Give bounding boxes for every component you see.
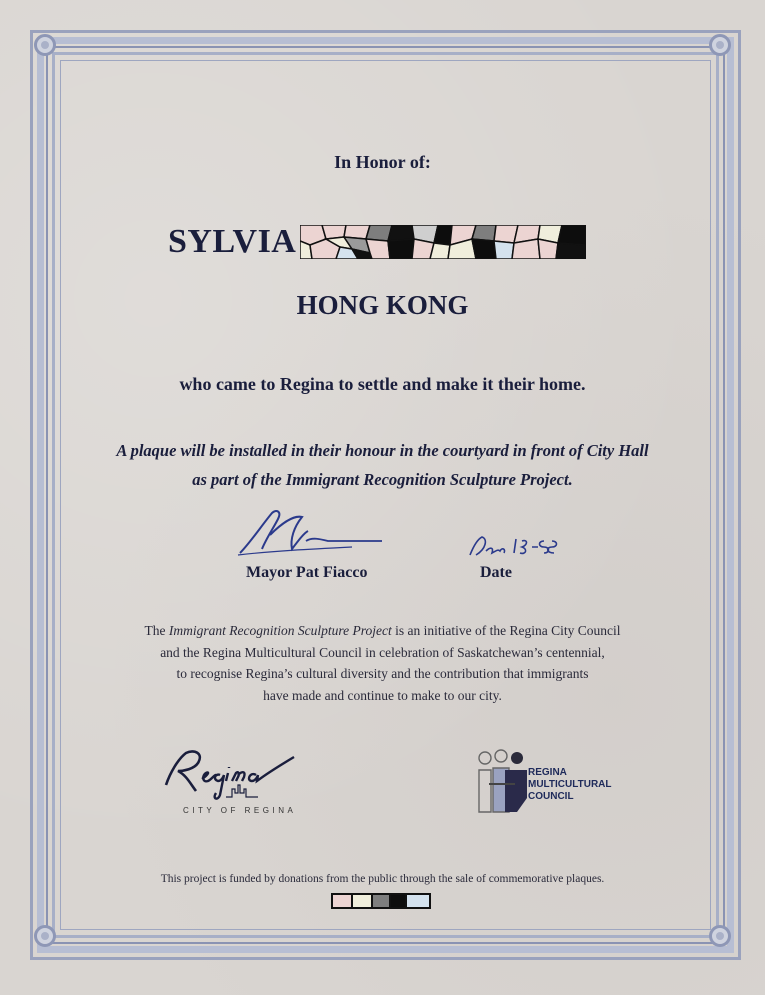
corner-ornament <box>34 34 56 56</box>
mosaic-color-bar <box>331 893 431 909</box>
mayor-signature <box>232 505 392 560</box>
settlement-line: who came to Regina to settle and make it their home. <box>179 374 586 394</box>
multicultural-council-name: REGINA MULTICULTURAL COUNCIL <box>528 767 612 802</box>
project-description <box>0 620 765 706</box>
handwritten-date <box>466 533 566 559</box>
description-line-1: The Immigrant Recognition Sculpture Project is an initiative of the Regina City Council <box>144 623 621 638</box>
honoree-given-name: SYLVIA <box>168 223 297 260</box>
multicultural-council-logo <box>475 748 531 818</box>
corner-ornament <box>709 925 731 947</box>
heading: In Honor of: <box>334 152 431 172</box>
date-label: Date <box>480 564 512 581</box>
corner-ornament <box>709 34 731 56</box>
description-line-4: have made and continue to make to our city. <box>263 687 502 703</box>
project-name-italic: Immigrant Recognition Sculpture Project <box>168 623 392 638</box>
city-of-regina-logo <box>160 745 300 807</box>
description-line-3: to recognise Regina’s cultural diversity and the contribution that immigrants <box>176 666 589 681</box>
funding-note: This project is funded by donations from the public through the sale of commemorative plaques. <box>160 873 605 885</box>
city-of-regina-subtitle: CITY OF REGINA <box>183 806 297 815</box>
plaque-line-2: as part of the Immigrant Recognition Sculpture Project. <box>192 470 573 489</box>
plaque-line-1: A plaque will be installed in their honour in the courtyard in front of City Hall <box>116 441 649 460</box>
corner-ornament <box>34 925 56 947</box>
description-line-2: and the Regina Multicultural Council in celebration of Saskatchewan’s centennial, <box>160 644 605 660</box>
signature-label: Mayor Pat Fiacco <box>246 564 368 581</box>
honoree-name-row <box>168 222 586 262</box>
redacted-surname-mosaic <box>300 225 586 259</box>
border-innermost <box>60 60 711 930</box>
country-of-origin: HONG KONG <box>296 290 469 320</box>
